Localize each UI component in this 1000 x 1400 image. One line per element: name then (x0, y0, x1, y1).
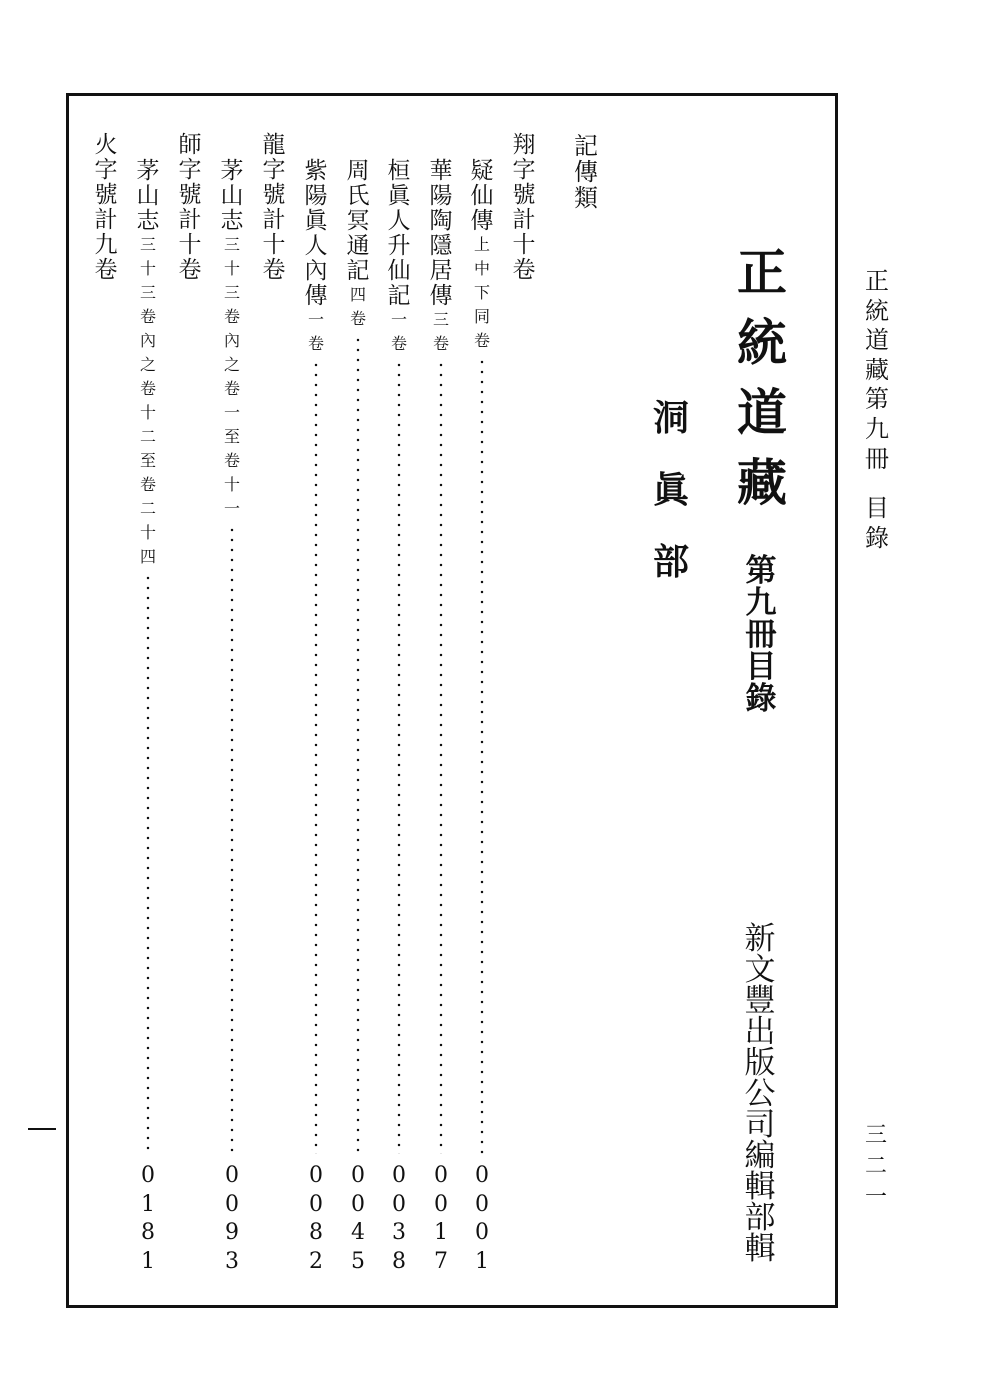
entry-title: 周 氏 冥 通 記 (346, 158, 370, 284)
category-heading (566, 134, 606, 210)
entry-note: 上 中 下 同 卷 (473, 235, 490, 350)
volume-group-heading: 翔 字 號 計 十 卷 (512, 132, 536, 283)
division-title (648, 397, 694, 583)
toc-entry (340, 160, 376, 331)
entry-note: 三 卷 (432, 310, 449, 353)
leader-dots (315, 360, 318, 1154)
entry-title: 疑 仙 傳 (470, 158, 494, 234)
entry-page-number: 0 0 1 7 (434, 1163, 448, 1274)
toc-entry (423, 160, 459, 356)
entry-title: 茅 山 志 (136, 158, 160, 234)
entry-page-number: 0 1 8 1 (141, 1163, 155, 1274)
main-title (730, 243, 794, 512)
division-text: 洞 眞 部 (652, 397, 689, 583)
volume-group-heading: 火 字 號 計 九 卷 (94, 132, 118, 283)
running-header-section: 目 錄 (865, 494, 889, 552)
toc-entry (130, 160, 166, 569)
toc-entry (298, 160, 334, 356)
toc-entry (464, 160, 500, 353)
entry-title: 華 陽 陶 隱 居 傳 (429, 158, 453, 309)
entry-page-number: 0 0 0 1 (475, 1163, 489, 1274)
entry-note: 三 十 三 卷 內 之 卷 十 二 至 卷 二 十 四 (139, 235, 156, 566)
publisher-text: 新 文 豐 出 版 公 司 編 輯 部 輯 (744, 921, 776, 1267)
entry-title: 茅 山 志 (220, 158, 244, 234)
volume-title (736, 553, 786, 717)
leader-dots (147, 573, 150, 1154)
leader-dots (398, 360, 401, 1154)
entry-page-number: 0 0 9 3 (225, 1163, 239, 1274)
volume-title-text: 第 九 冊 目 錄 (745, 553, 777, 717)
main-title-text: 正 統 道 藏 (737, 243, 787, 512)
volume-group-heading: 龍 字 號 計 十 卷 (262, 132, 286, 283)
leader-dots (231, 525, 234, 1154)
leader-dots (481, 357, 484, 1154)
side-page-number: 三二一 (864, 1123, 889, 1210)
toc-entry (381, 160, 417, 356)
entry-page-number: 0 0 8 2 (309, 1163, 323, 1274)
volume-group-heading: 師 字 號 計 十 卷 (178, 132, 202, 283)
running-header-title: 正 統 道 藏 第 九 冊 (865, 267, 889, 473)
entry-note: 一 卷 (307, 310, 324, 353)
entry-note: 四 卷 (349, 285, 366, 328)
entry-page-number: 0 0 3 8 (392, 1163, 406, 1274)
entry-page-number: 0 0 4 5 (351, 1163, 365, 1274)
category-text: 記 傳 類 (574, 132, 598, 212)
entry-note: 一 卷 (390, 310, 407, 353)
entry-title: 桓 眞 人 升 仙 記 (387, 158, 411, 309)
leader-dots (440, 360, 443, 1154)
toc-entry (214, 160, 250, 521)
leader-dots (357, 335, 360, 1154)
margin-mark (28, 1128, 56, 1130)
entry-title: 紫 陽 眞 人 內 傳 (304, 158, 328, 309)
running-header (857, 268, 897, 552)
entry-note: 三 十 三 卷 內 之 卷 一 至 卷 十 一 (223, 235, 240, 518)
publisher (738, 921, 782, 1267)
